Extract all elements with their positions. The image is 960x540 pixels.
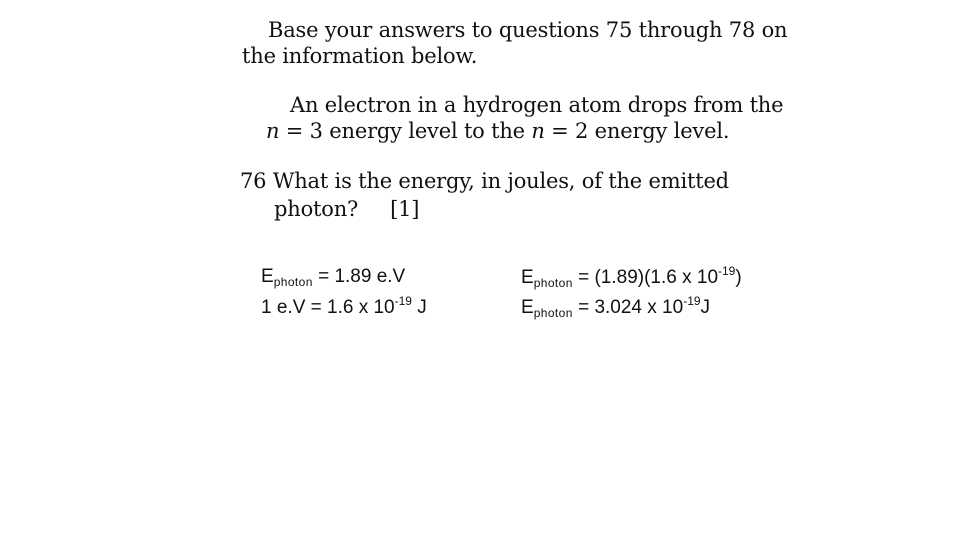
photon-subscript: photon xyxy=(533,276,573,290)
given-energy-line xyxy=(261,267,405,288)
info-text-end: = 2 energy level. xyxy=(544,119,730,143)
n-variable: n xyxy=(531,119,545,143)
exponent: -19 xyxy=(718,264,736,278)
question-text-2: photon? xyxy=(274,197,359,221)
intro-line-1: Base your answers to questions 75 through 78 on xyxy=(268,18,788,42)
answer-line xyxy=(521,295,710,319)
question-line-2 xyxy=(274,199,419,220)
photon-subscript: photon xyxy=(533,306,573,320)
close-paren: ) xyxy=(735,267,742,288)
n-variable: n xyxy=(266,119,280,143)
answer-value: = 3.024 x 10 xyxy=(572,297,684,318)
energy-symbol: E xyxy=(261,266,274,287)
conversion-factor-line xyxy=(261,295,427,317)
question-line-1 xyxy=(240,171,729,192)
info-line-2 xyxy=(266,121,729,142)
calculation-expression: = (1.89)(1.6 x 10 xyxy=(572,267,719,288)
conversion-base: 1 e.V = 1.6 x 10 xyxy=(261,297,395,318)
energy-symbol: E xyxy=(521,297,534,318)
intro-line-2: the information below. xyxy=(242,44,478,68)
photon-subscript: photon xyxy=(273,275,313,289)
energy-symbol: E xyxy=(521,267,534,288)
exponent: -19 xyxy=(394,294,412,308)
given-energy-value: = 1.89 e.V xyxy=(312,266,406,287)
question-number: 76 xyxy=(240,169,267,193)
question-points: [1] xyxy=(390,197,420,221)
question-text: What is the energy, in joules, of the emitted xyxy=(272,169,729,193)
calculation-line xyxy=(521,265,742,289)
exponent: -19 xyxy=(683,294,701,308)
unit: J xyxy=(700,297,711,318)
unit: J xyxy=(411,297,427,318)
info-text-mid: = 3 energy level to the xyxy=(279,119,532,143)
info-line-1: An electron in a hydrogen atom drops from the xyxy=(290,93,784,117)
question-excerpt xyxy=(0,0,960,240)
